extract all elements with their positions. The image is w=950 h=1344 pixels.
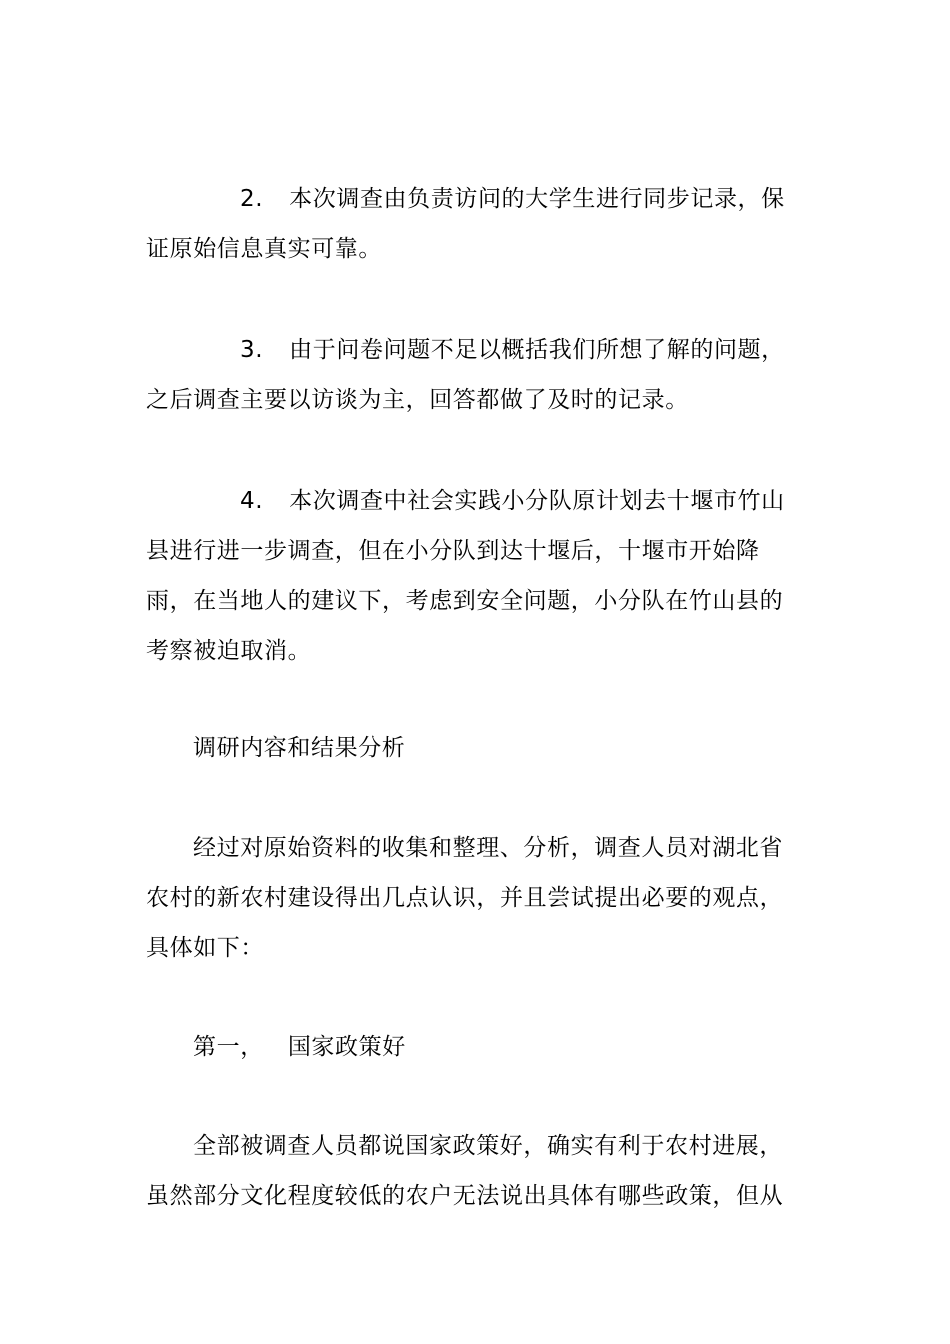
point-title: 国家政策好	[287, 1034, 406, 1060]
paragraph-number: 3.	[240, 337, 264, 363]
point-one-heading	[146, 1022, 806, 1072]
point-one-body: 全部被调查人员都说国家政策好，确实有利于农村进展，虽然部分文化程度较低的农户无法说出具体有哪些政策，但从	[146, 1133, 784, 1209]
paragraph-item-4	[146, 476, 806, 676]
paragraph-text: 由于问卷问题不足以概括我们所想了解的问题，之后调查主要以访谈为主，回答都做了及时的记录。	[146, 337, 785, 413]
point-label: 第一，	[193, 1034, 264, 1060]
intro-paragraph: 经过对原始资料的收集和整理、分析，调查人员对湖北省农村的新农村建设得出几点认识，并且尝试提出必要的观点，具体如下：	[146, 835, 784, 961]
paragraph-text: 本次调查中社会实践小分队原计划去十堰市竹山县进行进一步调查，但在小分队到达十堰后，十堰市开始降雨，在当地人的建议下，考虑到安全问题，小分队在竹山县的考察被迫取消。	[146, 488, 785, 664]
paragraph-number: 2.	[240, 186, 264, 212]
paragraph-number: 4.	[240, 488, 264, 514]
paragraph-item-2	[146, 174, 806, 274]
paragraph-text: 本次调查由负责访问的大学生进行同步记录，保证原始信息真实可靠。	[146, 186, 785, 262]
section-heading: 调研内容和结果分析	[193, 735, 406, 761]
paragraph-item-3	[146, 325, 806, 425]
